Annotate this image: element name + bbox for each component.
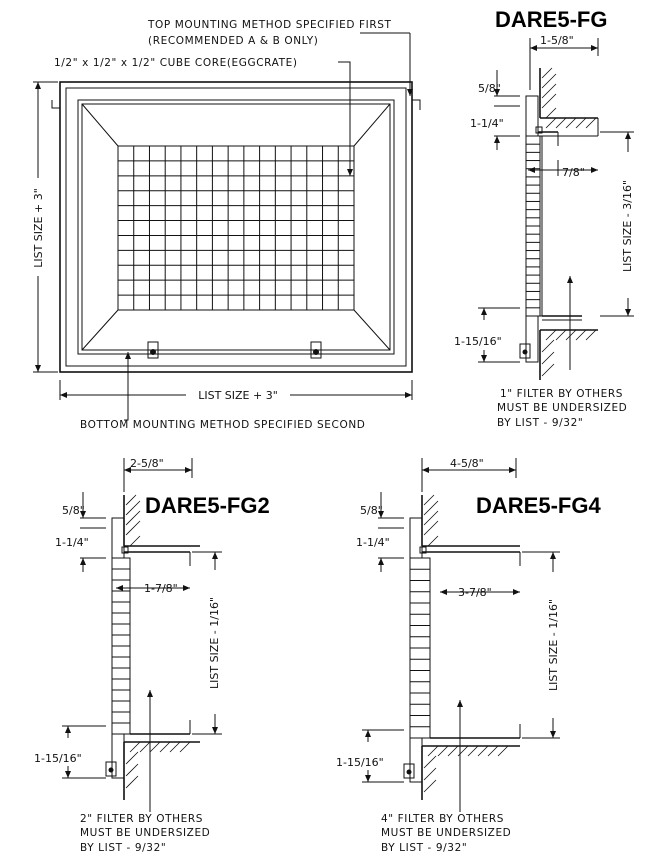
- fg4-title: DARE5-FG4: [476, 493, 601, 518]
- fg2-wall-bottom: [124, 742, 200, 800]
- fg2-top-flange: 5/8": [62, 504, 85, 517]
- core-note: 1/2" x 1/2" x 1/2" CUBE CORE(EGGCRATE): [54, 57, 298, 69]
- fg2-frame-bottom: [106, 720, 190, 778]
- fg4-depth: 4-5/8": [450, 457, 484, 470]
- top-clip-right: [412, 100, 420, 110]
- fg2-height: LIST SIZE - 1/16": [208, 596, 221, 690]
- front-width-label: LIST SIZE + 3": [198, 389, 278, 402]
- fg4-return: 3-7/8": [458, 586, 492, 599]
- fg4-note-1: 4" FILTER BY OTHERS: [381, 813, 505, 825]
- fg4-core: [410, 558, 430, 738]
- fg4-top-offset: 1-1/4": [356, 536, 390, 549]
- fg-note-2: MUST BE UNDERSIZED: [497, 402, 628, 414]
- eggcrate-core: [118, 146, 354, 310]
- top-mounting-note: TOP MOUNTING METHOD SPECIFIED FIRST: [148, 19, 392, 31]
- fg4-note-3: BY LIST - 9/32": [381, 842, 468, 854]
- fg2-frame-top: [112, 518, 190, 566]
- fg-wall-bottom: [540, 330, 598, 380]
- section-fg: [454, 7, 636, 429]
- fg2-title: DARE5-FG2: [145, 493, 270, 518]
- fg2-core: [112, 558, 130, 734]
- grille-inner-frame-line: [66, 88, 406, 366]
- front-view: [30, 19, 420, 431]
- fg4-bottom-offset: 1-15/16": [336, 756, 384, 769]
- grille-outer-frame: [60, 82, 412, 372]
- fg-top-flange: 5/8": [478, 82, 501, 95]
- fg-title: DARE5-FG: [495, 7, 608, 32]
- fg-return: 7/8": [562, 166, 585, 179]
- fg2-note-2: MUST BE UNDERSIZED: [80, 827, 211, 839]
- fg4-wall-bottom: [422, 746, 520, 800]
- top-clip-left: [52, 100, 60, 108]
- fg2-note-1: 2" FILTER BY OTHERS: [80, 813, 204, 825]
- fg2-depth: 2-5/8": [130, 457, 164, 470]
- fg4-frame-top: [410, 518, 520, 566]
- fg-bottom-offset: 1-15/16": [454, 335, 502, 348]
- grille-border-inner2: [82, 104, 390, 350]
- section-fg4: [336, 457, 601, 854]
- fg2-bottom-offset: 1-15/16": [34, 752, 82, 765]
- fg2-top-offset: 1-1/4": [55, 536, 89, 549]
- fg-note-3: BY LIST - 9/32": [497, 417, 584, 429]
- fg-top-offset: 1-1/4": [470, 117, 504, 130]
- fg-depth: 1-5/8": [540, 34, 574, 47]
- fg4-height: LIST SIZE - 1/16": [547, 598, 560, 692]
- grille-border-inner: [78, 100, 394, 354]
- fg-note-1: 1" FILTER BY OTHERS: [500, 388, 624, 400]
- top-mounting-note-sub: (RECOMMENDED A & B ONLY): [148, 35, 319, 47]
- fg-core: [526, 136, 542, 316]
- front-height-label: LIST SIZE + 3": [32, 188, 45, 268]
- fg4-note-2: MUST BE UNDERSIZED: [381, 827, 512, 839]
- fg-wall-top: [540, 68, 598, 136]
- bottom-mounting-note: BOTTOM MOUNTING METHOD SPECIFIED SECOND: [80, 419, 366, 431]
- fg2-note-3: BY LIST - 9/32": [80, 842, 167, 854]
- fg2-return: 1-7/8": [144, 582, 178, 595]
- fg4-top-flange: 5/8": [360, 504, 383, 517]
- fg-height: LIST SIZE - 3/16": [621, 179, 634, 273]
- section-fg2: [34, 457, 270, 854]
